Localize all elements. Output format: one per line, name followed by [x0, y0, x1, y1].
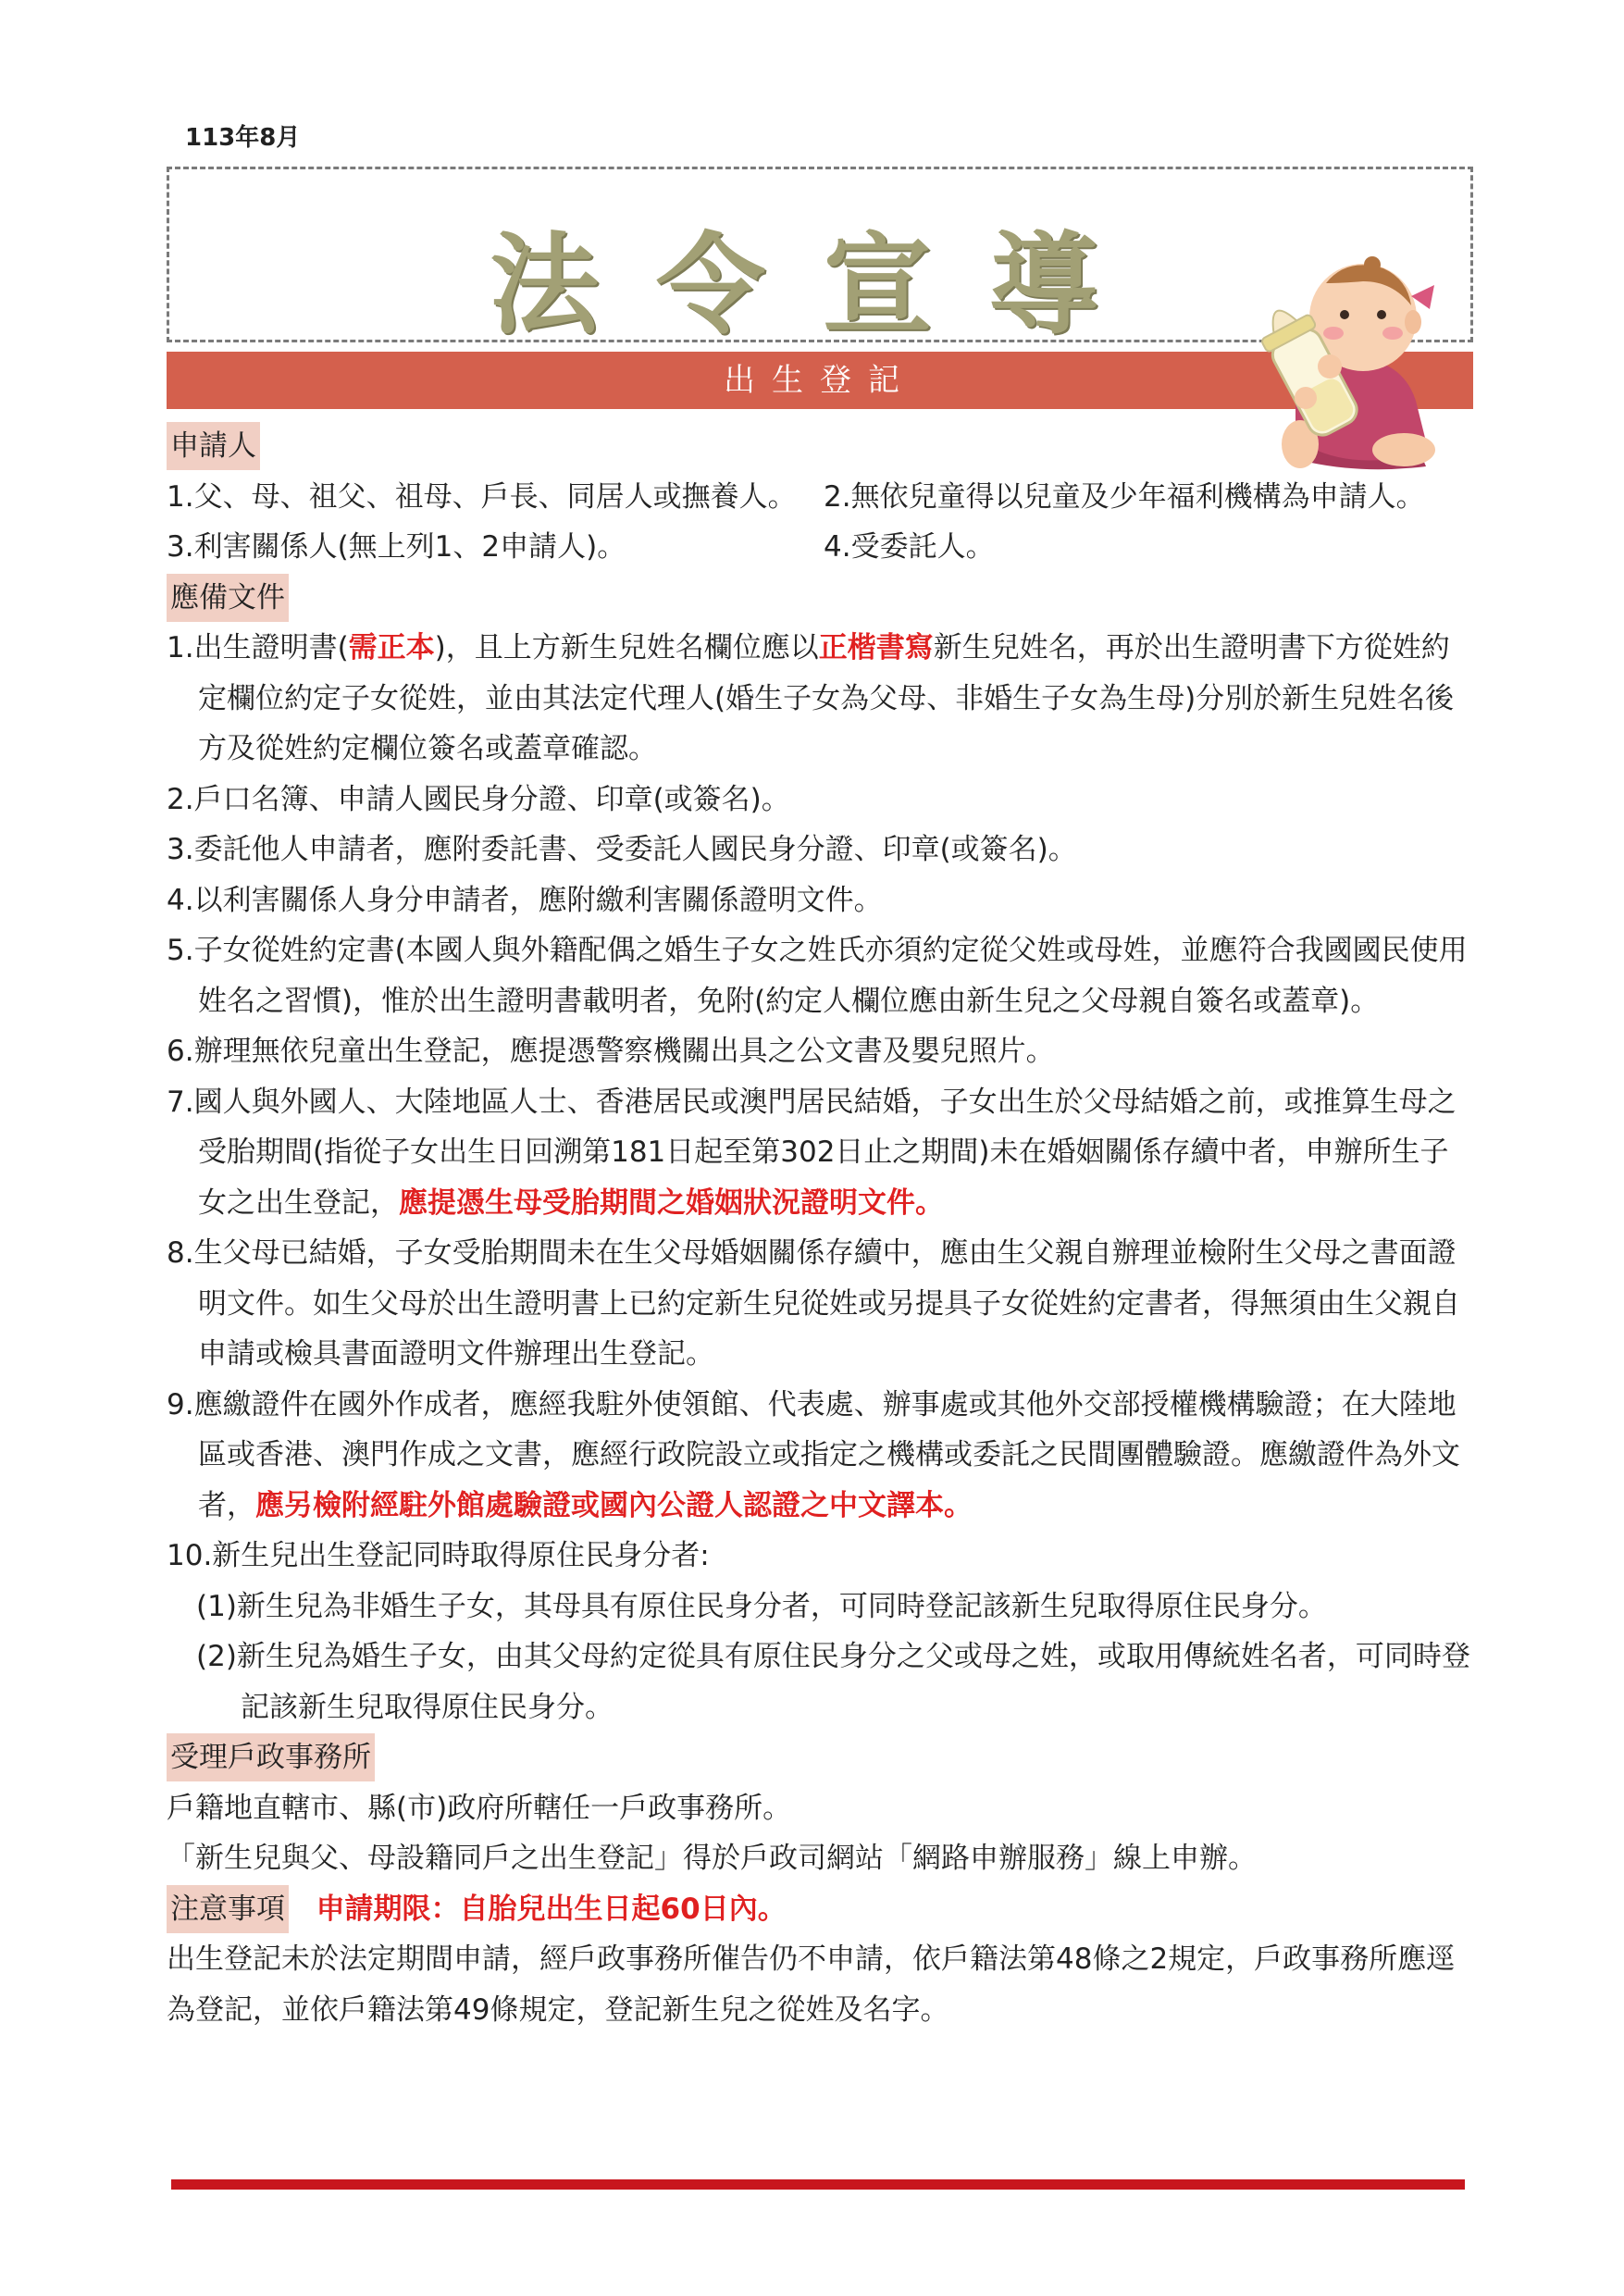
applicant-row-1 [167, 472, 1473, 523]
heading-documents: 應備文件 [167, 574, 289, 622]
applicant-item-1: 1.父、母、祖父、祖母、戶長、同居人或撫養人。 [167, 479, 797, 514]
applicant-item-4: 4.受委託人。 [824, 530, 995, 564]
document-item-7 [167, 1077, 1473, 1229]
document-item-9-text: 9.應繳證件在國外作成者，應經我駐外使領館、代表處、辦事處或其他外交部授權機構驗證；在大陸地區或香港、澳門作成之文書，應經行政院設立或指定之機構或委託之民間團體驗證。應繳證件為外文者， [167, 1387, 1460, 1522]
document-item-4: 4.以利害關係人身分申請者，應附繳利害關係證明文件。 [167, 883, 883, 917]
office-line-1: 戶籍地直轄市、縣(市)政府所轄任一戶政事務所。 [167, 1791, 792, 1825]
document-item-9-emphasis: 應另檢附經駐外館處驗證或國內公證人認證之中文譯本。 [255, 1488, 973, 1522]
heading-office: 受理戶政事務所 [167, 1733, 375, 1781]
document-item-10: 10.新生兒出生登記同時取得原住民身分者: [167, 1539, 710, 1572]
document-body [167, 421, 1473, 2035]
notes-text: 出生登記未於法定期間申請，經戶政事務所催告仍不申請，依戶籍法第48條之2規定，戶政事務所應逕為登記，並依戶籍法第49條規定，登記新生兒之從姓及名字。 [167, 1942, 1456, 2027]
document-item-1 [167, 623, 1473, 775]
document-item-1-emphasis-a: 需正本 [348, 631, 435, 664]
document-item-8: 8.生父母已結婚，子女受胎期間未在生父母婚姻關係存續中，應由生父親自辦理並檢附生父母之書面證明文件。如生父母於出生證明書上已約定新生兒從姓或另提具子女從姓約定書者，得無須由生父親自申請或檢具書面證明文件辦理出生登記。 [167, 1236, 1460, 1371]
heading-applicant: 申請人 [167, 422, 260, 470]
document-item-3: 3.委託他人申請者，應附委託書、受委託人國民身分證、印章(或簽名)。 [167, 833, 1077, 866]
heading-notes: 注意事項 [167, 1885, 289, 1933]
document-item-9 [167, 1380, 1473, 1532]
office-line-2: 「新生兒與父、母設籍同戶之出生登記」得於戶政司網站「網路申辦服務」線上申辦。 [167, 1842, 1257, 1875]
document-item-7-emphasis: 應提憑生母受胎期間之婚姻狀況證明文件。 [399, 1185, 944, 1220]
document-item-1-text-b: )，且上方新生兒姓名欄位應以 [434, 631, 819, 664]
applicant-row-2 [167, 522, 1473, 573]
page-title: 法令宣導 [489, 220, 1156, 349]
issue-date: 113年8月 [185, 124, 301, 152]
banner-label: 出生登記 [724, 362, 916, 399]
document-item-7-text: 7.國人與外國人、大陸地區人士、香港居民或澳門居民結婚，子女出生於父母結婚之前，或推算生母之受胎期間(指從子女出生日回溯第181日起至第302日止之期間)未在婚姻關係存續中者，申辦所生子女之出生登記， [167, 1085, 1457, 1220]
document-item-10-1: (1)新生兒為非婚生子女，其母具有原住民身分者，可同時登記該新生兒取得原住民身分。 [196, 1589, 1327, 1623]
document-item-1-emphasis-b: 正楷書寫 [818, 631, 934, 664]
document-item-1-text-c: 新生兒姓名，再於出生證明書下方從姓約定欄位約定子女從姓，並由其法定代理人(婚生子女為父母、非婚生子女為生母)分別於新生兒姓名後方及從姓約定欄位簽名或蓋章確認。 [198, 631, 1455, 765]
notes-deadline: 申請期限：自胎兒出生日起60日內。 [316, 1892, 787, 1926]
document-item-5: 5.子女從姓約定書(本國人與外籍配偶之婚生子女之姓氏亦須約定從父姓或母姓，並應符合我國國民使用姓名之習慣)，惟於出生證明書載明者，免附(約定人欄位應由新生兒之父母親自簽名或蓋章)。 [167, 934, 1468, 1018]
footer-rule [171, 2179, 1465, 2190]
document-item-6: 6.辦理無依兒童出生登記，應提憑警察機關出具之公文書及嬰兒照片。 [167, 1035, 1055, 1068]
document-item-10-2: (2)新生兒為婚生子女，由其父母約定從具有原住民身分之父或母之姓，或取用傳統姓名者，可同時登記該新生兒取得原住民身分。 [196, 1640, 1470, 1724]
document-item-2: 2.戶口名簿、申請人國民身分證、印章(或簽名)。 [167, 782, 790, 816]
document-item-1-text-a: 1.出生證明書( [167, 631, 349, 664]
applicant-item-3: 3.利害關係人(無上列1、2申請人)。 [167, 530, 626, 564]
applicant-item-2: 2.無依兒童得以兒童及少年福利機構為申請人。 [824, 479, 1425, 514]
